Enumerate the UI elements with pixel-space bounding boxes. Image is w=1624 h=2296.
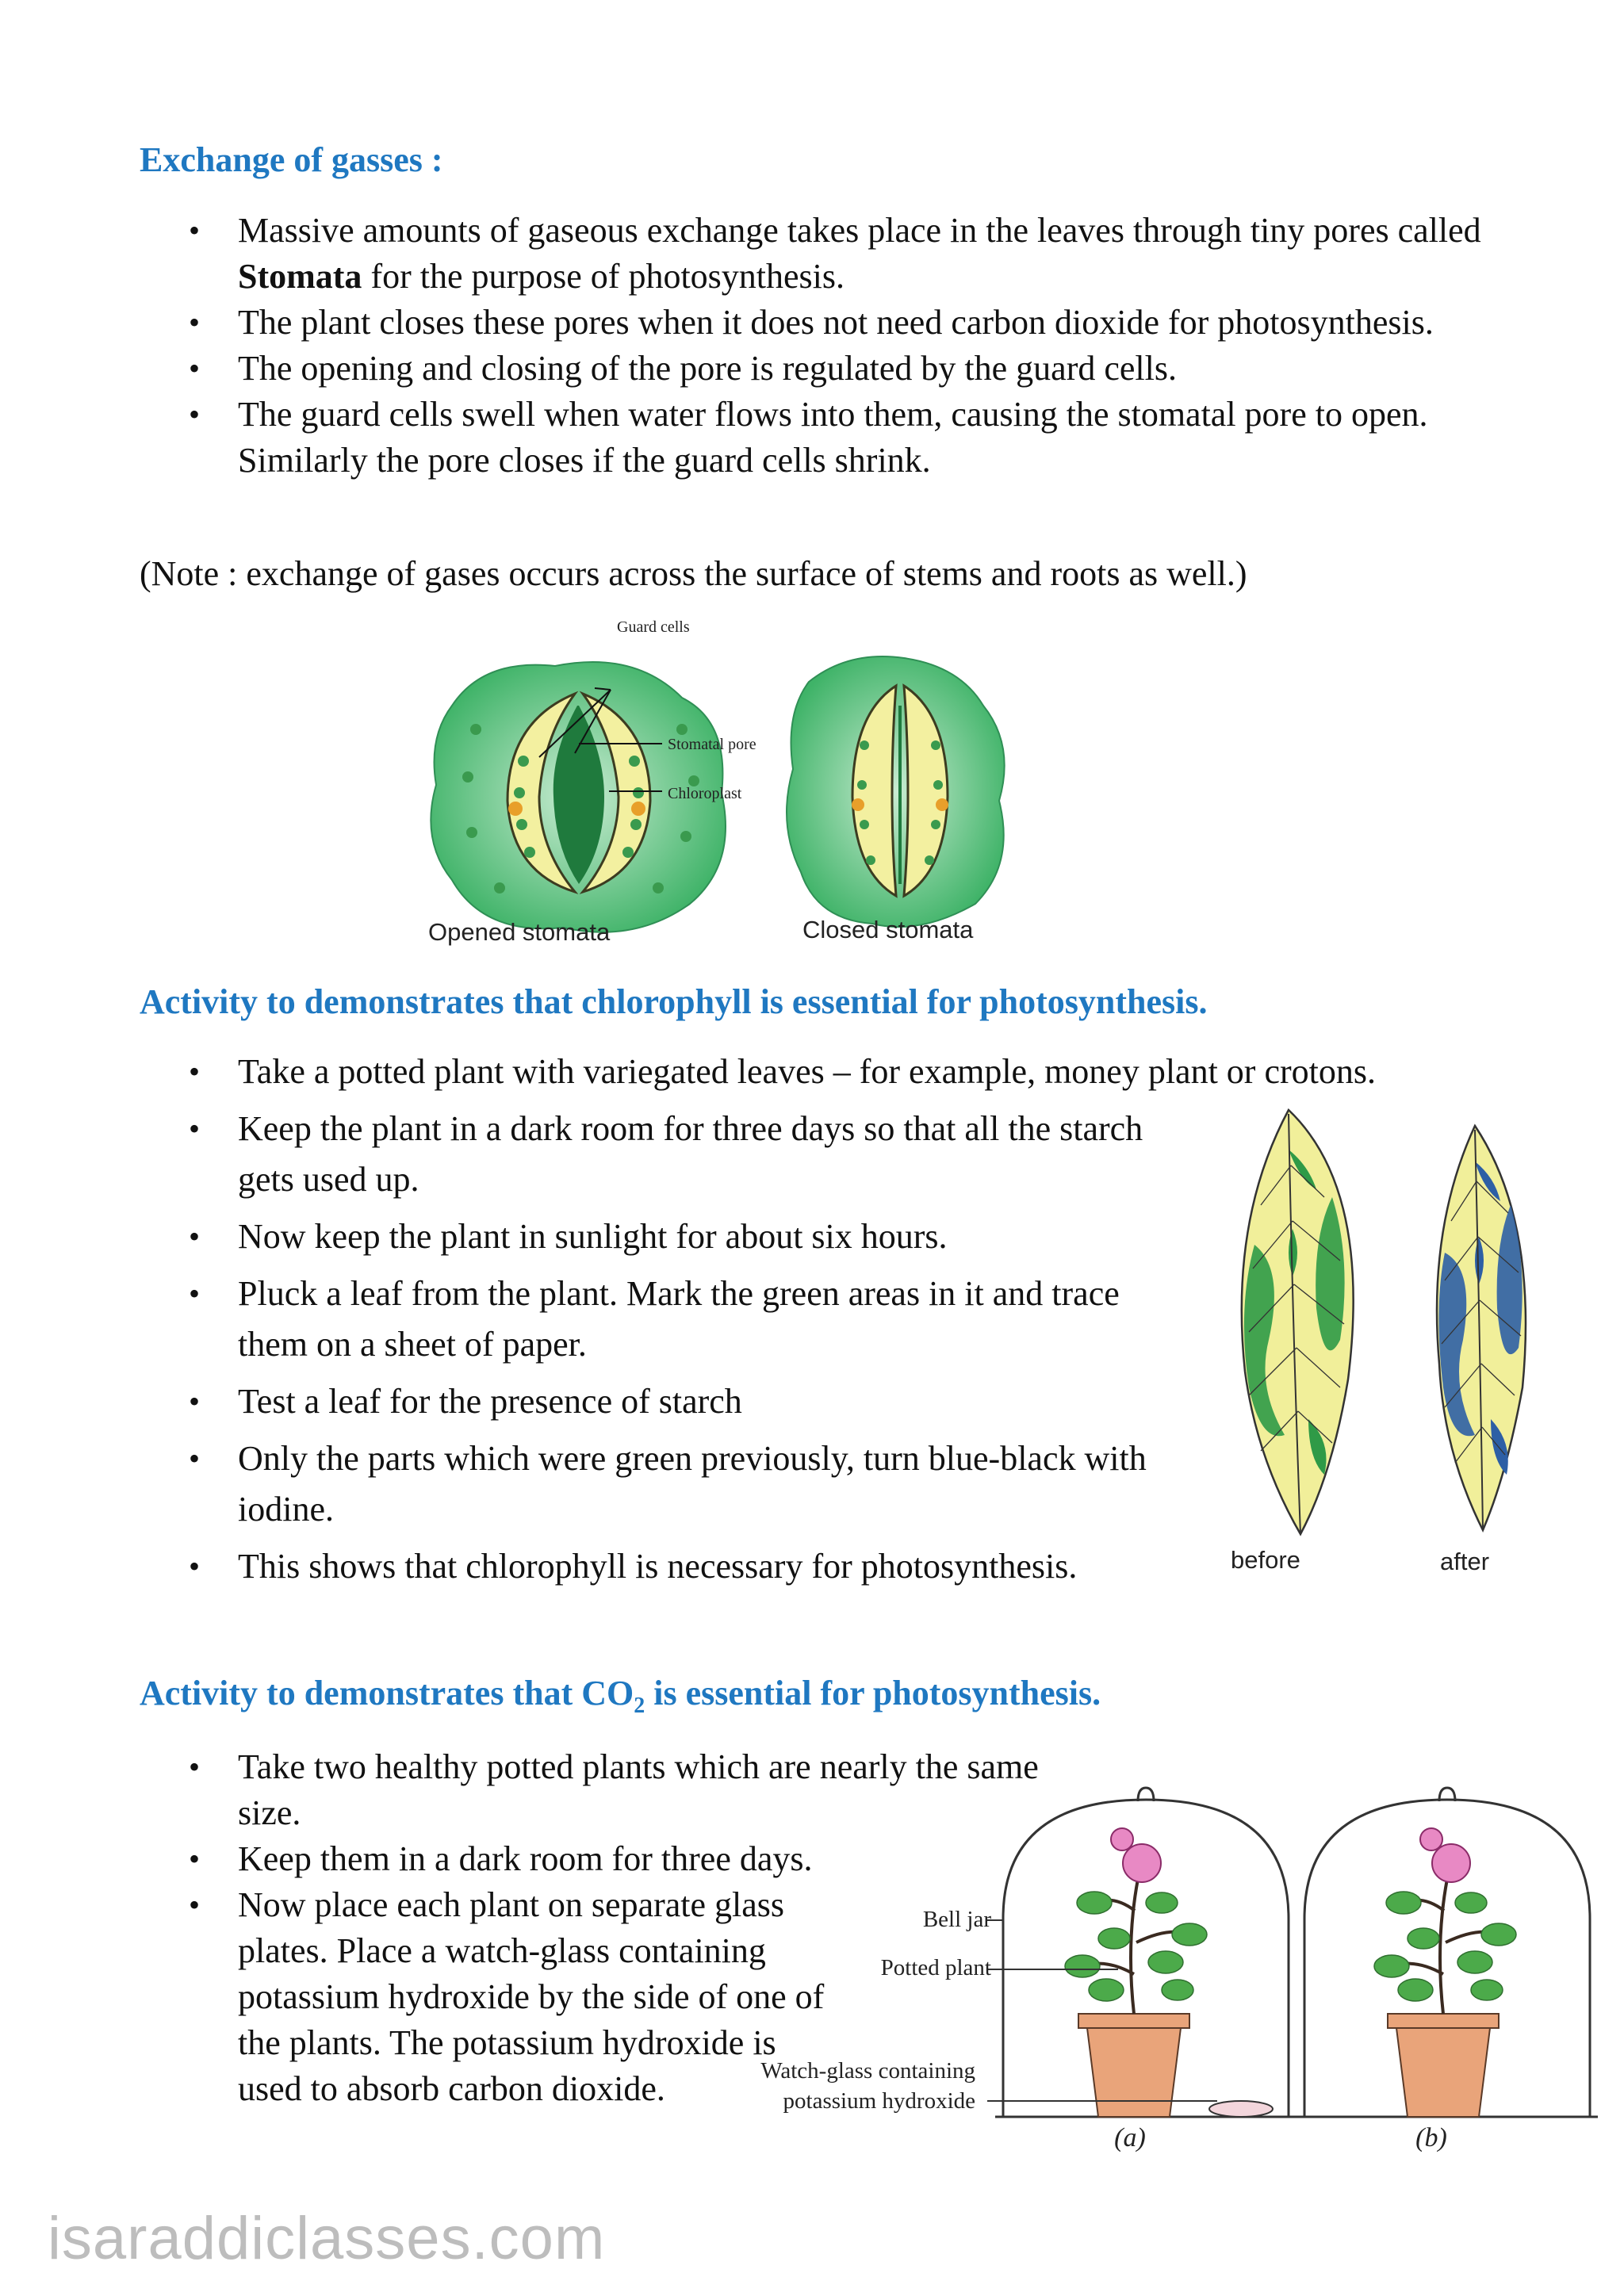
label-bell-jar: Bell jar (922, 1907, 991, 1932)
stomata-bold: Stomata (238, 257, 362, 296)
list-item: • Now keep the plant in sunlight for about six hours. (140, 1211, 1162, 1262)
list-item: • Pluck a leaf from the plant. Mark the green areas in it and trace them on a sheet of paper. (140, 1269, 1162, 1370)
bell-jar-figure (995, 1784, 1598, 2141)
caption-opened-stomata: Opened stomata (428, 918, 611, 946)
list-item: • The opening and closing of the pore is regulated by the guard cells. (140, 346, 1503, 392)
chlorophyll-list (140, 1104, 1162, 1592)
caption-closed-stomata: Closed stomata (802, 916, 974, 943)
section-heading-chlorophyll: Activity to demonstrates that chlorophyll is essential for photosynthesis. (140, 982, 1208, 1021)
label-stomatal-pore: Stomatal pore (668, 736, 756, 753)
list-item: • Take a potted plant with variegated leaves – for example, money plant or crotons. (140, 1049, 1583, 1095)
label-potted-plant: Potted plant (880, 1955, 991, 1980)
caption-before: before (1231, 1546, 1300, 1574)
heading-part: is essential for photosynthesis. (645, 1674, 1101, 1712)
list-item: • Test a leaf for the presence of starch (140, 1376, 1162, 1427)
note-text: (Note : exchange of gases occurs across the surface of stems and roots as well.) (140, 554, 1247, 593)
list-item: • Keep them in a dark room for three days. (140, 1836, 1051, 1882)
bullet-text: • Now place each plant on separate glass plates. Place a watch-glass containing potassium hydroxide by the side of one of the plants. The potassium hydroxide is used to absorb carbon dioxide. (238, 1885, 825, 2108)
bullet-text: for the purpose of photosynthesis. (362, 257, 845, 296)
list-item: • Keep the plant in a dark room for three days so that all the starch gets used up. (140, 1104, 1162, 1205)
caption-b: (b) (1415, 2123, 1447, 2152)
heading-part: Activity to demonstrates that CO (140, 1674, 634, 1712)
list-item: • This shows that chlorophyll is necessary for photosynthesis. (140, 1541, 1162, 1592)
list-item: • The guard cells swell when water flows into them, causing the stomatal pore to open. Similarly the pore closes if the guard cells shrink. (140, 392, 1503, 484)
caption-a: (a) (1114, 2123, 1146, 2152)
leaf-figure (1213, 1102, 1546, 1546)
list-item: • Only the parts which were green previously, turn blue-black with iodine. (140, 1433, 1162, 1535)
label-watch-glass-1: Watch-glass containing (760, 2058, 975, 2084)
watermark: isaraddiclasses.com (48, 2205, 606, 2272)
section-heading-gas-exchange: Exchange of gasses : (140, 140, 443, 179)
list-item: • Take two healthy potted plants which are nearly the same size. (140, 1744, 1051, 1836)
list-item: • The plant closes these pores when it does not need carbon dioxide for photosynthesis. (140, 300, 1503, 346)
heading-subscript: 2 (634, 1693, 645, 1718)
label-chloroplast: Chloroplast (668, 785, 742, 802)
caption-after: after (1440, 1548, 1490, 1575)
chlorophyll-list-first (140, 1049, 1583, 1095)
label-guard-cells: Guard cells (617, 618, 690, 636)
section-heading-co2 (140, 1673, 1101, 1719)
label-watch-glass-2: potassium hydroxide (783, 2088, 975, 2114)
bullet-text: Massive amounts of gaseous exchange takes place in the leaves through tiny pores called (238, 211, 1481, 250)
list-item (140, 208, 1503, 300)
gas-exchange-list (140, 208, 1503, 484)
